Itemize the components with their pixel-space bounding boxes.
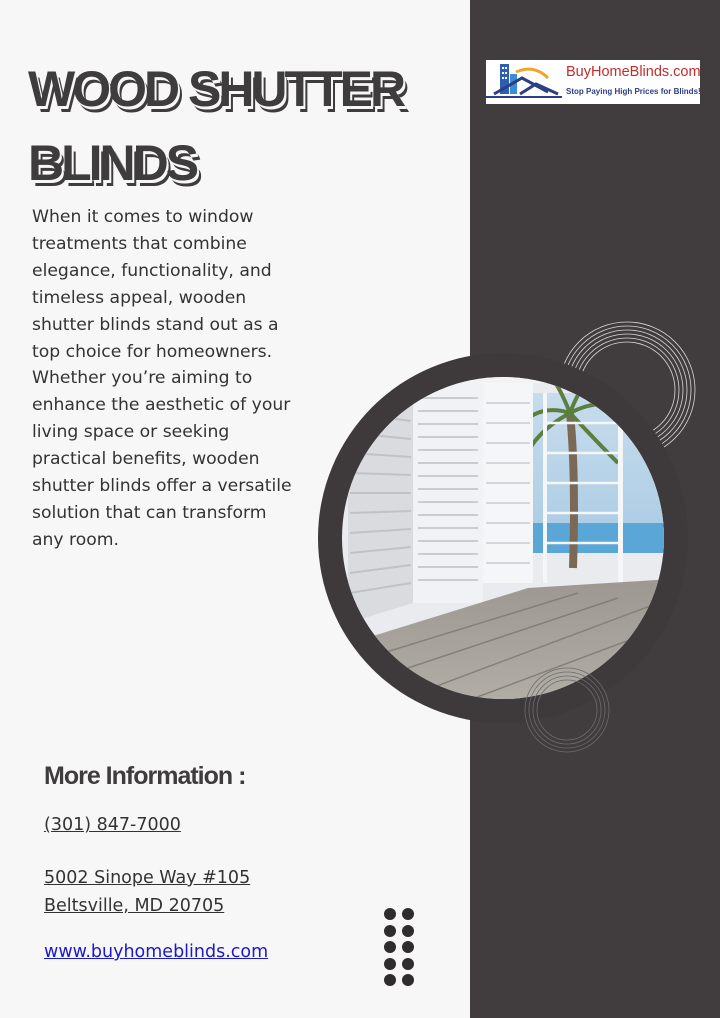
house-logo-icon	[486, 60, 562, 104]
page-title	[28, 52, 403, 200]
company-logo	[486, 60, 700, 104]
intro-paragraph: When it comes to window treatments that combine elegance, functionality, and timeless appeal, wooden shutter blinds stand out as a top choice for homeowners. Whether you’re aiming to enhance the aesthetic of your living space or seeking practical benefits, wooden shutter blinds offer a versatile solution that can transform any room.	[32, 207, 292, 550]
phone-link[interactable]: (301) 847-7000	[44, 815, 181, 835]
decorative-rings-small	[522, 665, 612, 755]
more-info-heading: More Information :	[44, 762, 246, 790]
website-link[interactable]: www.buyhomeblinds.com	[44, 942, 269, 962]
address-line-1[interactable]: 5002 Sinope Way #105	[44, 868, 251, 888]
shutter-photo-circle	[318, 353, 688, 723]
logo-name: BuyHomeBlinds.com	[566, 64, 701, 80]
title-line-2: BLINDS	[28, 135, 197, 191]
logo-tagline: Stop Paying High Prices for Blinds!	[566, 87, 701, 96]
address-line-2[interactable]: Beltsville, MD 20705	[44, 896, 225, 916]
decorative-dots	[384, 908, 416, 986]
title-line-1: WOOD SHUTTER	[28, 61, 404, 117]
